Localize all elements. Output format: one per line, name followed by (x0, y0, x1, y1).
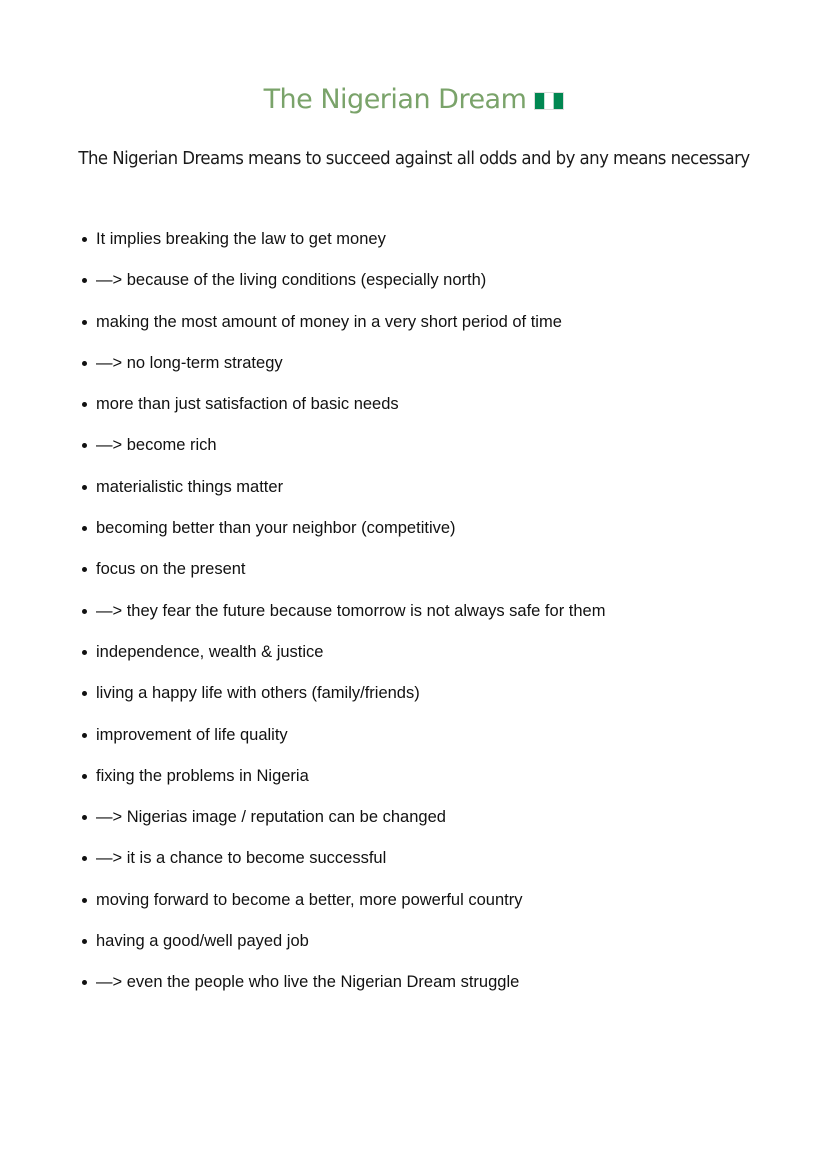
list-item (82, 352, 605, 393)
bullet-icon (82, 898, 87, 903)
list-item (82, 971, 605, 1012)
list-item (82, 558, 605, 599)
bullet-icon (82, 278, 87, 283)
bullet-icon (82, 733, 87, 738)
bullet-icon (82, 856, 87, 861)
list-item (82, 228, 605, 269)
list-item-text: —> it is a chance to become successful (96, 849, 387, 868)
list-item-text: It implies breaking the law to get money (96, 230, 386, 248)
list-item-text: making the most amount of money in a very short period of time (96, 312, 562, 331)
bullet-icon (82, 815, 87, 820)
list-item-text: —> they fear the future because tomorrow is not always safe for them (96, 601, 606, 620)
bullet-icon (82, 774, 87, 779)
list-item-text: becoming better than your neighbor (competitive) (96, 519, 456, 538)
list-item (82, 393, 605, 434)
list-item (82, 476, 605, 517)
subtitle: The Nigerian Dreams means to succeed against all odds and by any means necessary (78, 148, 750, 169)
bullet-icon (82, 567, 87, 572)
list-item (82, 434, 605, 475)
list-item (82, 765, 605, 806)
list-item (82, 724, 605, 765)
list-item-text: having a good/well payed job (96, 932, 309, 951)
title-text: The Nigerian Dream (263, 84, 527, 115)
list-item-text: materialistic things matter (96, 477, 284, 496)
list-item-text: more than just satisfaction of basic needs (96, 395, 399, 414)
bullet-icon (82, 980, 87, 985)
bullet-icon (82, 443, 87, 448)
bullet-icon (82, 237, 87, 242)
list-item (82, 847, 605, 888)
list-item-text: independence, wealth & justice (96, 642, 324, 661)
bullet-icon (82, 691, 87, 696)
list-item (82, 600, 605, 641)
list-item (82, 517, 605, 558)
bullet-icon (82, 609, 87, 614)
list-item (82, 269, 605, 310)
bullet-icon (82, 320, 87, 325)
list-item-text: —> no long-term strategy (96, 353, 283, 372)
list-item-text: —> even the people who live the Nigerian Dream struggle (96, 973, 520, 992)
list-item (82, 930, 605, 971)
list-item (82, 641, 605, 682)
list-item-text: living a happy life with others (family/friends) (96, 684, 420, 703)
list-item-text: —> Nigerias image / reputation can be changed (96, 808, 446, 827)
list-item-text: —> become rich (96, 436, 217, 455)
bullet-icon (82, 650, 87, 655)
list-item (82, 311, 605, 352)
list-item-text: improvement of life quality (96, 725, 288, 744)
bullet-icon (82, 361, 87, 366)
bullet-icon (82, 939, 87, 944)
list-item (82, 682, 605, 723)
list-item-text: moving forward to become a better, more powerful country (96, 890, 523, 909)
list-item-text: fixing the problems in Nigeria (96, 766, 309, 785)
list-item (82, 806, 605, 847)
list-item (82, 889, 605, 930)
page-title (0, 84, 828, 115)
bullet-icon (82, 485, 87, 490)
bullet-list (82, 228, 605, 1013)
bullet-icon (82, 526, 87, 531)
list-item-text: —> because of the living conditions (especially north) (96, 271, 487, 290)
bullet-icon (82, 402, 87, 407)
nigeria-flag-icon (534, 92, 564, 110)
list-item-text: focus on the present (96, 560, 246, 579)
